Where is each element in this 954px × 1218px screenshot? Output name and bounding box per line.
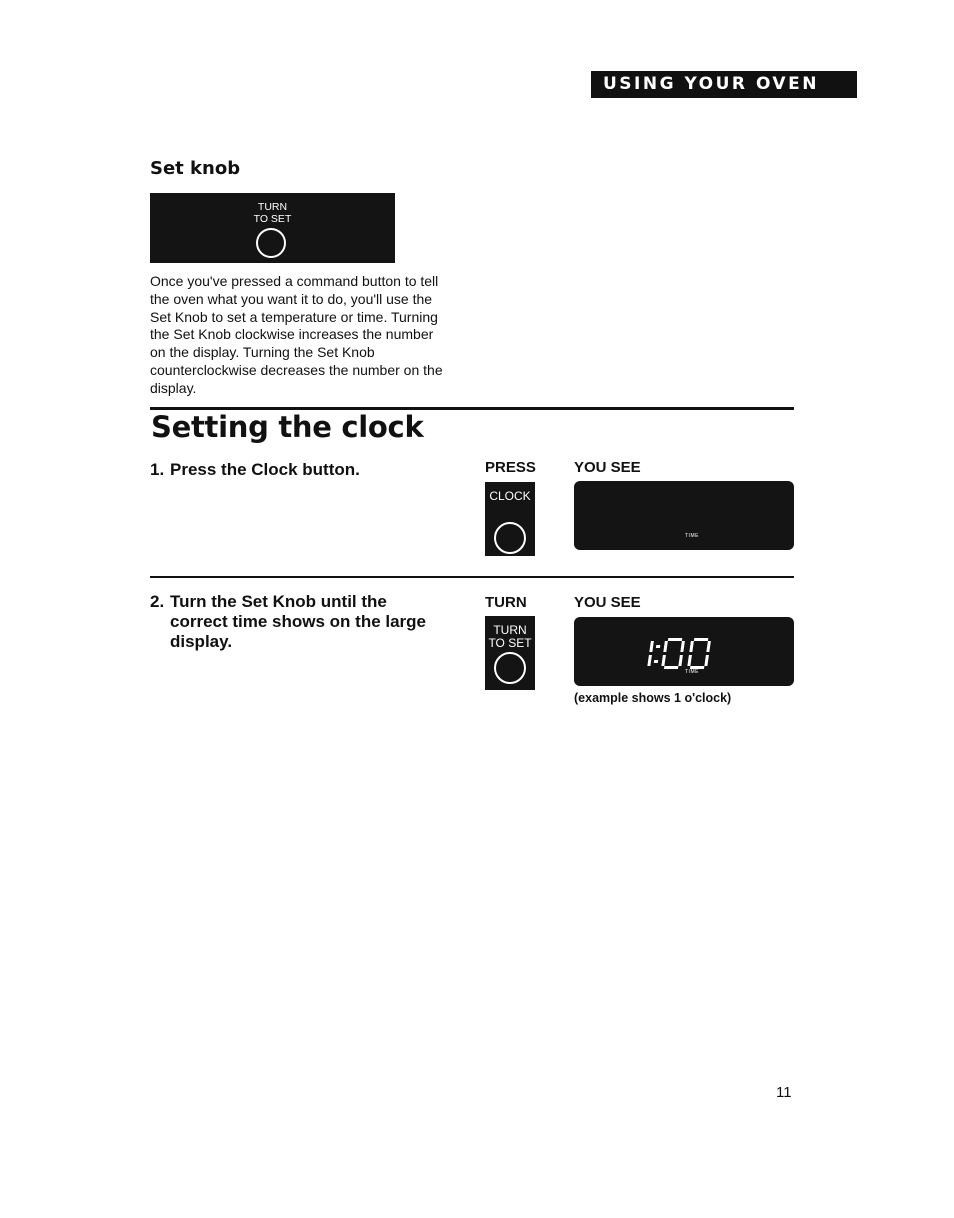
page-title: Setting the clock — [151, 410, 424, 444]
step-divider — [150, 576, 794, 578]
set-knob-heading: Set knob — [150, 158, 241, 179]
segment-2-ul — [663, 641, 668, 652]
step-2-text-line-1: Turn the Set Knob until the — [170, 592, 387, 611]
clock-button — [485, 482, 535, 556]
segment-1-lower — [647, 655, 652, 666]
segment-2-ll — [661, 655, 666, 666]
step-1-you-see-label: YOU SEE — [574, 459, 641, 476]
step-1-display — [574, 481, 794, 550]
clock-button-label: CLOCK — [489, 489, 531, 503]
segment-3-ll — [687, 655, 692, 666]
step-2-display — [574, 617, 794, 686]
step-1-text: Press the Clock button. — [170, 460, 360, 479]
set-knob-panel-label — [150, 201, 395, 225]
colon-dot-upper — [656, 645, 660, 648]
step-2-instruction — [150, 592, 470, 652]
segment-2-bottom — [664, 666, 678, 669]
button-circle-icon — [494, 522, 526, 554]
page-number: 11 — [776, 1084, 792, 1101]
seven-segment-time-display — [646, 633, 718, 673]
step-1-instruction — [150, 460, 470, 480]
set-knob-description: Once you've pressed a command button to tell the oven what you want it to do, you'll use the Set Knob to set a temperature or time. Turning the Set Knob clockwise increases the number on the display. Turning the Set Knob counterclockwise decreases the number on the display. — [150, 273, 443, 396]
segment-2-lr — [678, 655, 683, 666]
knob-circle-icon — [494, 652, 526, 684]
step-2-turn-label: TURN — [485, 594, 527, 611]
step-2-you-see-label: YOU SEE — [574, 594, 641, 611]
time-indicator: TIME — [685, 669, 699, 675]
segment-3-ur — [706, 641, 711, 652]
section-banner: USING YOUR OVEN — [591, 71, 857, 98]
segment-2-ur — [680, 641, 685, 652]
time-indicator: TIME — [685, 533, 699, 539]
step-2-text-line-3: display. — [170, 632, 233, 651]
segment-3-lr — [704, 655, 709, 666]
set-knob-button — [485, 616, 535, 690]
step-1-number: 1. — [150, 460, 165, 479]
button-label-to-set: TO SET — [488, 636, 532, 650]
set-knob-panel — [150, 193, 395, 263]
step-2-text-line-2: correct time shows on the large — [170, 612, 427, 631]
panel-label-to-set: TO SET — [253, 213, 292, 225]
knob-circle-icon — [256, 228, 286, 258]
set-knob-button-label — [485, 624, 535, 650]
colon-dot-lower — [654, 660, 658, 663]
step-2-number: 2. — [150, 592, 165, 611]
step-1-press-label: PRESS — [485, 459, 536, 476]
panel-label-turn: TURN — [257, 201, 288, 213]
segment-3-top — [694, 638, 708, 641]
example-caption: (example shows 1 o'clock) — [574, 691, 732, 705]
segment-1-upper — [649, 641, 654, 652]
button-label-turn: TURN — [493, 623, 527, 637]
segment-2-top — [668, 638, 682, 641]
segment-3-ul — [689, 641, 694, 652]
